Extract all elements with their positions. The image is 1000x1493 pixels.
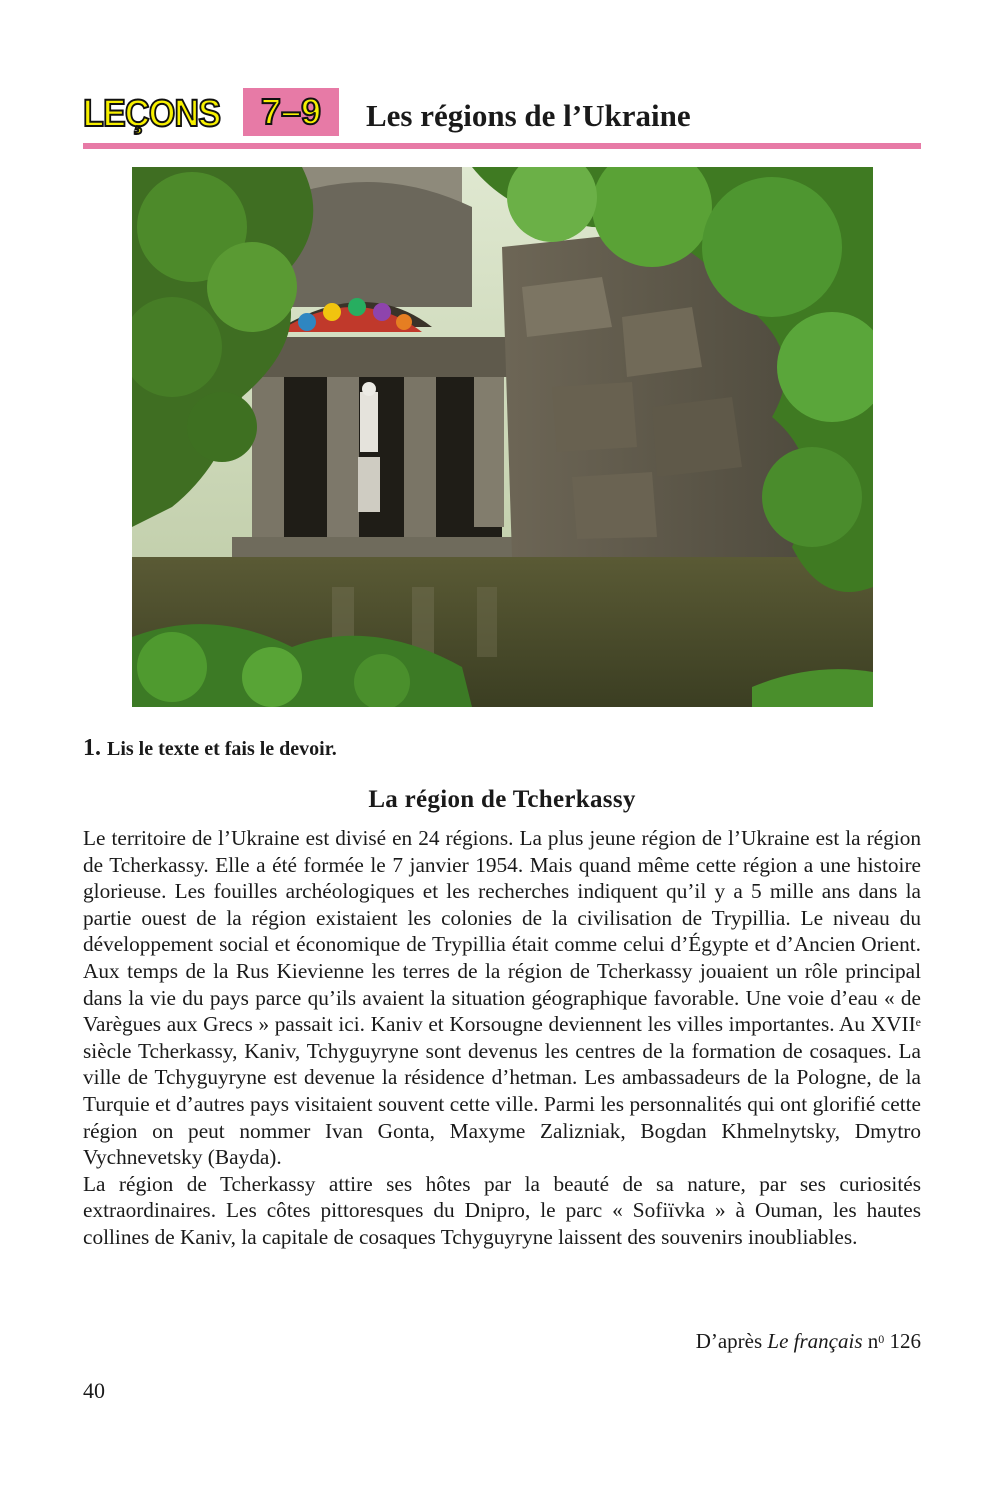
lesson-number-badge (243, 88, 339, 136)
lecons-label: LEÇONS (83, 93, 221, 135)
lesson-range: 7–9 (260, 91, 322, 132)
page-title: Les régions de l’Ukraine (366, 98, 691, 133)
task-number: 1. (83, 735, 101, 761)
grotto-photo (132, 167, 873, 707)
header-divider (83, 143, 921, 149)
paragraph-2: La région de Tcherkassy attire ses hôtes par la beauté de sa nature, par ses curiosités extraordinaires. Les côtes pittoresques du Dnipro, le parc « Sofiïvka » à Ouman, les hautes collines de Kaniv, la capitale de cosaques Tchyguyryne laissent des souvenirs inoubliables. (83, 1171, 921, 1249)
task-text: Lis le texte et fais le devoir. (107, 738, 337, 760)
task-instruction (83, 734, 337, 763)
article-body (83, 825, 921, 1251)
lesson-header (83, 86, 921, 138)
source-citation: D’après Le français $n^0$ 126 (695, 1329, 921, 1353)
page-number: 40 (83, 1378, 105, 1403)
century-superscript: e (915, 1015, 921, 1030)
publication-title: Le français (767, 1329, 863, 1353)
article-heading: La région de Tcherkassy (368, 786, 636, 813)
paragraph-1: Le territoire de l’Ukraine est divisé en 24 régions. La plus jeune région de l’Ukraine est la région de Tcherkassy. Elle a été formée le 7 janvier 1954. Mais quand même cette région a une histoire glorieuse. Les fouilles archéologiques et les recherches indiquent qu’il y a 5 mille ans dans la partie ouest de la région existaient les colonies de la civilisation de Trypillia. Le niveau du développement social et économique de Trypillia était comme celui d’Égypte et d’Ancien Orient. Aux temps de la Rus Kievienne les terres de la région de Tcherkassy jouaient un rôle principal dans la vie du pays parce qu’ils avaient la situation géographique favorable. Une voie d’eau « de Varègues aux Grecs » passait ici. Kaniv et Korsougne deviennent les villes importantes. Au XVIIe siècle Tcherkassy, Kaniv, Tchyguyryne sont devenus les centres de la formation de cosaques. La ville de Tchyguyryne est devenue la résidence d’hetman. Les ambassadeurs de la Pologne, de la Turquie et d’autres pays visitaient souvent cette ville. Parmi les personnalités qui ont glorifié cette région on peut nommer Ivan Gonta, Maxyme Zalizniak, Bogdan Khmelnytsky, Dmytro Vychnevetsky (Bayda). (83, 826, 921, 1170)
